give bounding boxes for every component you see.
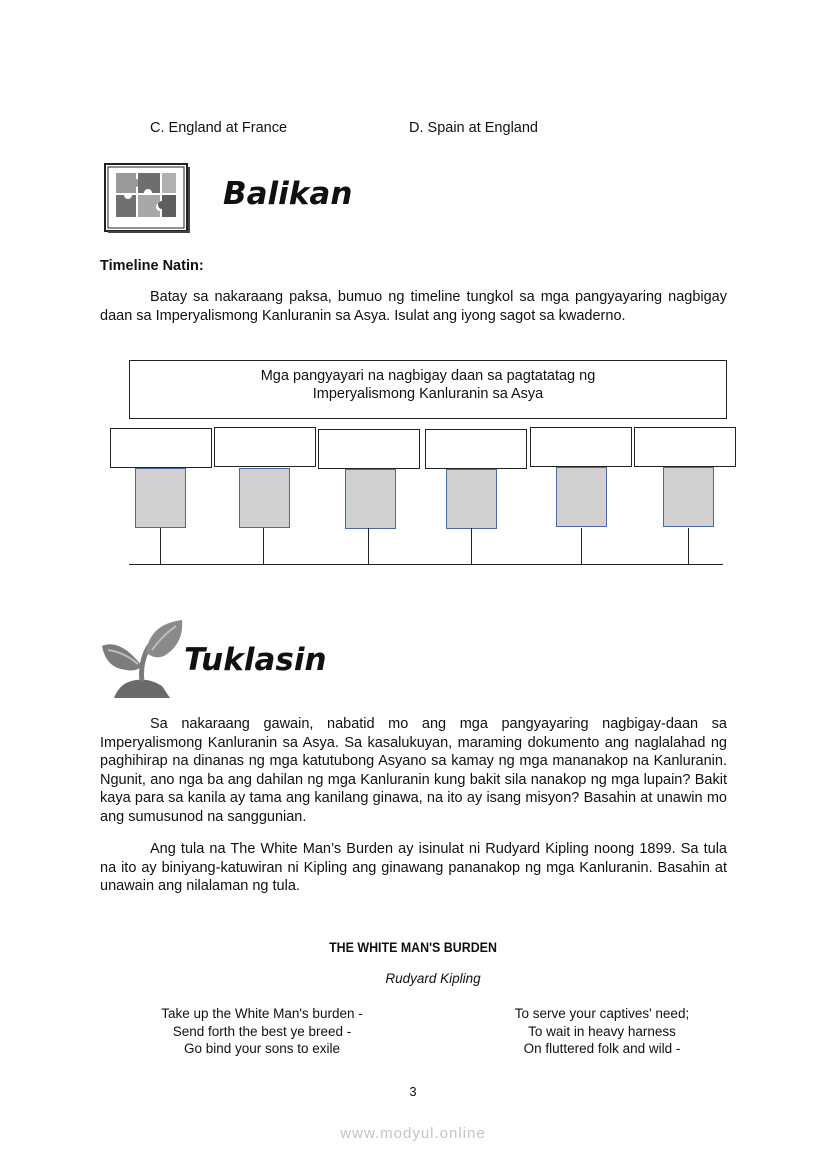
poem-stanza-right bbox=[482, 1005, 722, 1058]
sprout-icon bbox=[100, 616, 186, 700]
timeline-stem bbox=[471, 528, 472, 565]
timeline-date-box bbox=[345, 469, 396, 529]
timeline-date-box bbox=[556, 467, 607, 527]
poem-line: Go bind your sons to exile bbox=[183, 1041, 341, 1056]
poem-line: On fluttered folk and wild - bbox=[523, 1041, 681, 1056]
timeline-event-box bbox=[318, 429, 420, 469]
poem-line: To wait in heavy harness bbox=[528, 1023, 676, 1039]
poem-author: Rudyard Kipling bbox=[385, 971, 481, 986]
timeline-date-box bbox=[446, 469, 497, 529]
poem-line: Take up the White Man's burden - bbox=[161, 1006, 363, 1021]
tuklasin-title: Tuklasin bbox=[184, 642, 327, 678]
balikan-instruction: Batay sa nakaraang paksa, bumuo ng timeline tungkol sa mga pangyayaring nagbigay daan sa Imperyalismong Kanluranin sa Asya. Isulat ang iyong sagot sa kwaderno. bbox=[100, 289, 727, 324]
timeline-stem bbox=[368, 528, 369, 565]
timeline-header-line2: Imperyalismong Kanluranin sa Asya bbox=[312, 386, 544, 402]
tuklasin-paragraph-2: Ang tula na The White Man’s Burden ay isinulat ni Rudyard Kipling noong 1899. Sa tula na ito ay biniyang-katuwiran ni Kipling ang ginawang pananakop ng mga Kanluranin. Basahin at unawain ang nilalaman ng tula. bbox=[100, 841, 727, 895]
timeline-axis bbox=[129, 564, 723, 565]
timeline-event-box bbox=[110, 428, 212, 468]
timeline-event-box bbox=[530, 427, 632, 467]
poem-stanza-left bbox=[142, 1005, 382, 1058]
timeline-stem bbox=[688, 528, 689, 565]
timeline-event-box bbox=[425, 429, 527, 469]
timeline-header-box bbox=[129, 360, 727, 419]
option-d: D. Spain at England bbox=[409, 120, 538, 136]
timeline-stem bbox=[581, 528, 582, 565]
timeline-stem bbox=[263, 528, 264, 565]
page-number: 3 bbox=[409, 1084, 417, 1099]
poem-line: To serve your captives' need; bbox=[514, 1006, 690, 1021]
poem-line: Send forth the best ye breed - bbox=[172, 1023, 352, 1039]
puzzle-icon bbox=[104, 163, 190, 233]
timeline-event-box bbox=[214, 427, 316, 467]
timeline-date-box bbox=[135, 468, 186, 528]
timeline-stem bbox=[160, 528, 161, 565]
balikan-title: Balikan bbox=[223, 176, 353, 212]
tuklasin-paragraph-1: Sa nakaraang gawain, nabatid mo ang mga pangyayaring nagbigay-daan sa Imperyalismong Kanluranin sa Asya. Sa kasalukuyan, maraming dokumento ang naglalahad ng paghihirap na dinanas ng mga katutubong Asyano sa kamay ng mga mananakop na Kanluranin. Ngunit, ano nga ba ang dahilan ng mga Kanluranin kung bakit sila nanakop ng mga lupain? Bakit kaya para sa kanila ay tama ang kanilang ginawa, na ito ay isang misyon? Basahin at unawin mo ang sumusunod na sanggunian. bbox=[100, 716, 727, 825]
watermark: www.modyul.online bbox=[340, 1125, 486, 1142]
timeline-date-box bbox=[663, 467, 714, 527]
timeline-subheading: Timeline Natin: bbox=[100, 258, 204, 274]
timeline-header-line1: Mga pangyayari na nagbigay daan sa pagtatatag ng bbox=[260, 368, 596, 384]
timeline-date-box bbox=[239, 468, 290, 528]
timeline-event-box bbox=[634, 427, 736, 467]
option-c: C. England at France bbox=[150, 120, 288, 136]
poem-title: THE WHITE MAN'S BURDEN bbox=[329, 940, 497, 955]
